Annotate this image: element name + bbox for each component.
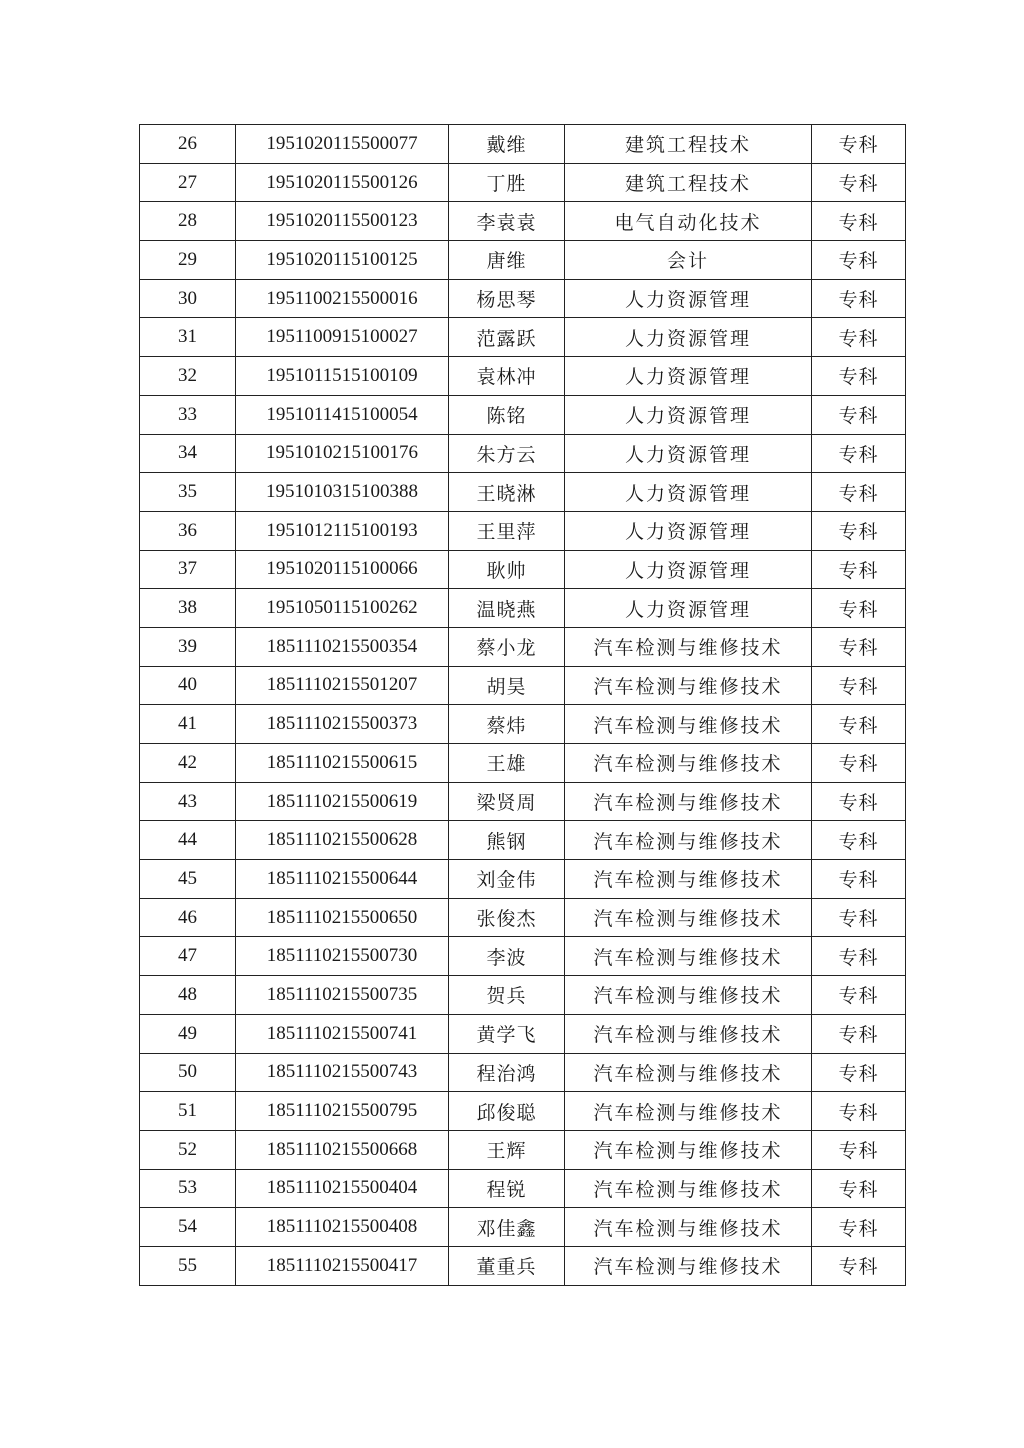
table-row [140, 744, 906, 783]
student-name-cell: 袁林冲 [449, 357, 565, 396]
education-level-cell: 专科 [812, 744, 906, 783]
roster-table-body [140, 125, 906, 1286]
major-cell: 汽车检测与维修技术 [565, 898, 812, 937]
table-row [140, 318, 906, 357]
student-name-cell: 朱方云 [449, 434, 565, 473]
major-cell: 汽车检测与维修技术 [565, 1092, 812, 1131]
education-level-cell: 专科 [812, 1053, 906, 1092]
education-level-cell: 专科 [812, 163, 906, 202]
major-cell: 人力资源管理 [565, 473, 812, 512]
student-id-cell: 1851110215500644 [236, 860, 449, 899]
student-name-cell: 董重兵 [449, 1246, 565, 1285]
student-name-cell: 蔡小龙 [449, 627, 565, 666]
table-row [140, 395, 906, 434]
education-level-cell: 专科 [812, 1208, 906, 1247]
row-number-cell: 49 [140, 1014, 236, 1053]
student-name-cell: 李波 [449, 937, 565, 976]
major-cell: 汽车检测与维修技术 [565, 1208, 812, 1247]
education-level-cell: 专科 [812, 1092, 906, 1131]
student-id-cell: 1851110215500408 [236, 1208, 449, 1247]
table-row [140, 125, 906, 164]
student-name-cell: 胡昊 [449, 666, 565, 705]
table-row [140, 357, 906, 396]
student-name-cell: 耿帅 [449, 550, 565, 589]
row-number-cell: 38 [140, 589, 236, 628]
row-number-cell: 46 [140, 898, 236, 937]
major-cell: 汽车检测与维修技术 [565, 860, 812, 899]
row-number-cell: 54 [140, 1208, 236, 1247]
student-name-cell: 唐维 [449, 241, 565, 280]
table-row [140, 976, 906, 1015]
student-name-cell: 邓佳鑫 [449, 1208, 565, 1247]
table-row [140, 782, 906, 821]
table-row [140, 589, 906, 628]
education-level-cell: 专科 [812, 241, 906, 280]
major-cell: 汽车检测与维修技术 [565, 1246, 812, 1285]
student-roster-table [139, 124, 906, 1286]
major-cell: 人力资源管理 [565, 395, 812, 434]
student-name-cell: 贺兵 [449, 976, 565, 1015]
major-cell: 汽车检测与维修技术 [565, 937, 812, 976]
table-row [140, 937, 906, 976]
education-level-cell: 专科 [812, 898, 906, 937]
table-row [140, 627, 906, 666]
student-id-cell: 1851110215500743 [236, 1053, 449, 1092]
student-name-cell: 杨思琴 [449, 279, 565, 318]
student-id-cell: 1951050115100262 [236, 589, 449, 628]
student-name-cell: 陈铭 [449, 395, 565, 434]
education-level-cell: 专科 [812, 279, 906, 318]
education-level-cell: 专科 [812, 627, 906, 666]
major-cell: 建筑工程技术 [565, 125, 812, 164]
major-cell: 人力资源管理 [565, 318, 812, 357]
education-level-cell: 专科 [812, 202, 906, 241]
student-id-cell: 1851110215500795 [236, 1092, 449, 1131]
student-id-cell: 1951012115100193 [236, 511, 449, 550]
row-number-cell: 50 [140, 1053, 236, 1092]
student-name-cell: 程治鸿 [449, 1053, 565, 1092]
row-number-cell: 40 [140, 666, 236, 705]
table-row [140, 705, 906, 744]
major-cell: 汽车检测与维修技术 [565, 1169, 812, 1208]
education-level-cell: 专科 [812, 589, 906, 628]
row-number-cell: 48 [140, 976, 236, 1015]
student-id-cell: 1851110215500373 [236, 705, 449, 744]
table-row [140, 511, 906, 550]
major-cell: 汽车检测与维修技术 [565, 627, 812, 666]
table-row [140, 821, 906, 860]
student-name-cell: 张俊杰 [449, 898, 565, 937]
row-number-cell: 29 [140, 241, 236, 280]
student-id-cell: 1951011415100054 [236, 395, 449, 434]
student-name-cell: 李袁袁 [449, 202, 565, 241]
row-number-cell: 34 [140, 434, 236, 473]
major-cell: 汽车检测与维修技术 [565, 1014, 812, 1053]
student-id-cell: 1851110215500650 [236, 898, 449, 937]
row-number-cell: 37 [140, 550, 236, 589]
education-level-cell: 专科 [812, 937, 906, 976]
student-id-cell: 1851110215500615 [236, 744, 449, 783]
row-number-cell: 53 [140, 1169, 236, 1208]
table-row [140, 1092, 906, 1131]
major-cell: 汽车检测与维修技术 [565, 1130, 812, 1169]
student-name-cell: 刘金伟 [449, 860, 565, 899]
row-number-cell: 26 [140, 125, 236, 164]
student-name-cell: 王雄 [449, 744, 565, 783]
student-id-cell: 1851110215500619 [236, 782, 449, 821]
student-id-cell: 1851110215500730 [236, 937, 449, 976]
major-cell: 建筑工程技术 [565, 163, 812, 202]
row-number-cell: 42 [140, 744, 236, 783]
education-level-cell: 专科 [812, 1169, 906, 1208]
table-row [140, 1208, 906, 1247]
row-number-cell: 41 [140, 705, 236, 744]
student-name-cell: 范露跃 [449, 318, 565, 357]
education-level-cell: 专科 [812, 782, 906, 821]
education-level-cell: 专科 [812, 550, 906, 589]
education-level-cell: 专科 [812, 318, 906, 357]
student-name-cell: 蔡炜 [449, 705, 565, 744]
student-name-cell: 丁胜 [449, 163, 565, 202]
education-level-cell: 专科 [812, 473, 906, 512]
major-cell: 汽车检测与维修技术 [565, 1053, 812, 1092]
student-id-cell: 1951010315100388 [236, 473, 449, 512]
education-level-cell: 专科 [812, 666, 906, 705]
table-row [140, 860, 906, 899]
major-cell: 人力资源管理 [565, 589, 812, 628]
row-number-cell: 39 [140, 627, 236, 666]
table-row [140, 898, 906, 937]
table-row [140, 279, 906, 318]
student-id-cell: 1951010215100176 [236, 434, 449, 473]
student-id-cell: 1951100915100027 [236, 318, 449, 357]
student-id-cell: 1951020115100066 [236, 550, 449, 589]
student-id-cell: 1951020115100125 [236, 241, 449, 280]
table-row [140, 241, 906, 280]
row-number-cell: 44 [140, 821, 236, 860]
major-cell: 人力资源管理 [565, 279, 812, 318]
major-cell: 会计 [565, 241, 812, 280]
student-id-cell: 1851110215500628 [236, 821, 449, 860]
table-row [140, 1246, 906, 1285]
major-cell: 人力资源管理 [565, 511, 812, 550]
row-number-cell: 32 [140, 357, 236, 396]
major-cell: 汽车检测与维修技术 [565, 821, 812, 860]
row-number-cell: 28 [140, 202, 236, 241]
student-name-cell: 王晓淋 [449, 473, 565, 512]
education-level-cell: 专科 [812, 705, 906, 744]
education-level-cell: 专科 [812, 395, 906, 434]
row-number-cell: 55 [140, 1246, 236, 1285]
row-number-cell: 52 [140, 1130, 236, 1169]
major-cell: 电气自动化技术 [565, 202, 812, 241]
major-cell: 汽车检测与维修技术 [565, 976, 812, 1015]
table-row [140, 1130, 906, 1169]
student-id-cell: 1951020115500126 [236, 163, 449, 202]
row-number-cell: 33 [140, 395, 236, 434]
student-id-cell: 1851110215500354 [236, 627, 449, 666]
row-number-cell: 31 [140, 318, 236, 357]
education-level-cell: 专科 [812, 434, 906, 473]
major-cell: 人力资源管理 [565, 434, 812, 473]
table-row [140, 434, 906, 473]
education-level-cell: 专科 [812, 511, 906, 550]
student-name-cell: 戴维 [449, 125, 565, 164]
student-name-cell: 王辉 [449, 1130, 565, 1169]
table-row [140, 1014, 906, 1053]
education-level-cell: 专科 [812, 125, 906, 164]
education-level-cell: 专科 [812, 1130, 906, 1169]
student-id-cell: 1951011515100109 [236, 357, 449, 396]
education-level-cell: 专科 [812, 1246, 906, 1285]
student-name-cell: 黄学飞 [449, 1014, 565, 1053]
education-level-cell: 专科 [812, 1014, 906, 1053]
student-name-cell: 梁贤周 [449, 782, 565, 821]
row-number-cell: 45 [140, 860, 236, 899]
row-number-cell: 27 [140, 163, 236, 202]
major-cell: 汽车检测与维修技术 [565, 705, 812, 744]
row-number-cell: 35 [140, 473, 236, 512]
student-name-cell: 王里萍 [449, 511, 565, 550]
student-id-cell: 1851110215500417 [236, 1246, 449, 1285]
row-number-cell: 51 [140, 1092, 236, 1131]
student-name-cell: 熊钢 [449, 821, 565, 860]
student-id-cell: 1851110215500404 [236, 1169, 449, 1208]
table-row [140, 163, 906, 202]
student-id-cell: 1851110215500668 [236, 1130, 449, 1169]
row-number-cell: 47 [140, 937, 236, 976]
table-row [140, 666, 906, 705]
student-id-cell: 1851110215500735 [236, 976, 449, 1015]
major-cell: 汽车检测与维修技术 [565, 666, 812, 705]
table-row [140, 1053, 906, 1092]
row-number-cell: 36 [140, 511, 236, 550]
education-level-cell: 专科 [812, 976, 906, 1015]
row-number-cell: 43 [140, 782, 236, 821]
student-name-cell: 程锐 [449, 1169, 565, 1208]
major-cell: 汽车检测与维修技术 [565, 782, 812, 821]
major-cell: 人力资源管理 [565, 550, 812, 589]
education-level-cell: 专科 [812, 357, 906, 396]
education-level-cell: 专科 [812, 860, 906, 899]
student-id-cell: 1951020115500123 [236, 202, 449, 241]
student-name-cell: 温晓燕 [449, 589, 565, 628]
table-row [140, 550, 906, 589]
table-row [140, 202, 906, 241]
student-id-cell: 1951020115500077 [236, 125, 449, 164]
table-row [140, 1169, 906, 1208]
row-number-cell: 30 [140, 279, 236, 318]
student-id-cell: 1951100215500016 [236, 279, 449, 318]
student-name-cell: 邱俊聪 [449, 1092, 565, 1131]
major-cell: 人力资源管理 [565, 357, 812, 396]
education-level-cell: 专科 [812, 821, 906, 860]
major-cell: 汽车检测与维修技术 [565, 744, 812, 783]
table-row [140, 473, 906, 512]
student-id-cell: 1851110215500741 [236, 1014, 449, 1053]
student-id-cell: 1851110215501207 [236, 666, 449, 705]
